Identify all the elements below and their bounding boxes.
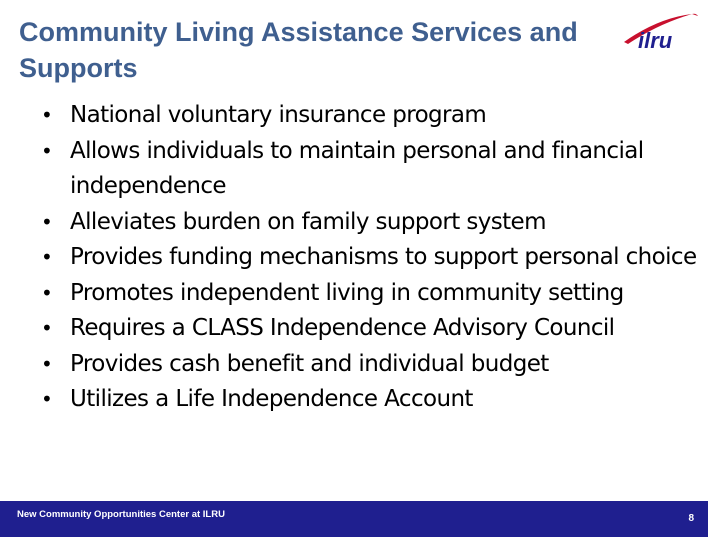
bullet-marker: • xyxy=(41,351,53,376)
bullet-marker: • xyxy=(41,280,53,305)
bullet-marker: • xyxy=(41,138,53,163)
bullet-item xyxy=(36,240,706,276)
bullet-marker: • xyxy=(41,209,53,234)
bullet-text: National voluntary insurance program xyxy=(70,102,487,128)
slide-title: Community Living Assistance Services and Supports xyxy=(19,17,578,83)
bullet-item xyxy=(36,98,706,134)
bullet-item xyxy=(36,382,706,418)
logo-text: ilru xyxy=(638,28,673,52)
bullet-item xyxy=(36,311,706,347)
bullet-marker: • xyxy=(41,103,53,127)
bullet-item xyxy=(36,205,706,241)
bullet-marker: • xyxy=(41,316,53,340)
bullet-marker: • xyxy=(41,387,53,411)
bullet-text: Provides cash benefit and individual budget xyxy=(70,350,549,377)
ilru-logo xyxy=(618,10,702,52)
bullet-text: Allows individuals to maintain personal and financial independence xyxy=(70,137,644,199)
bullet-list xyxy=(36,98,706,418)
bullet-text: Utilizes a Life Independence Account xyxy=(70,386,473,412)
bullet-text: Alleviates burden on family support system xyxy=(70,208,546,235)
bullet-item xyxy=(36,134,706,205)
bullet-text: Promotes independent living in community setting xyxy=(70,279,624,306)
bullet-item xyxy=(36,347,706,383)
footer-text: New Community Opportunities Center at ILRU xyxy=(17,509,225,520)
bullet-marker: • xyxy=(41,245,53,269)
bullet-text: Requires a CLASS Independence Advisory Council xyxy=(70,315,615,341)
bullet-item xyxy=(36,276,706,312)
bullet-text: Provides funding mechanisms to support personal choice xyxy=(70,244,697,270)
page-number: 8 xyxy=(688,513,694,524)
footer-bar xyxy=(0,501,708,537)
